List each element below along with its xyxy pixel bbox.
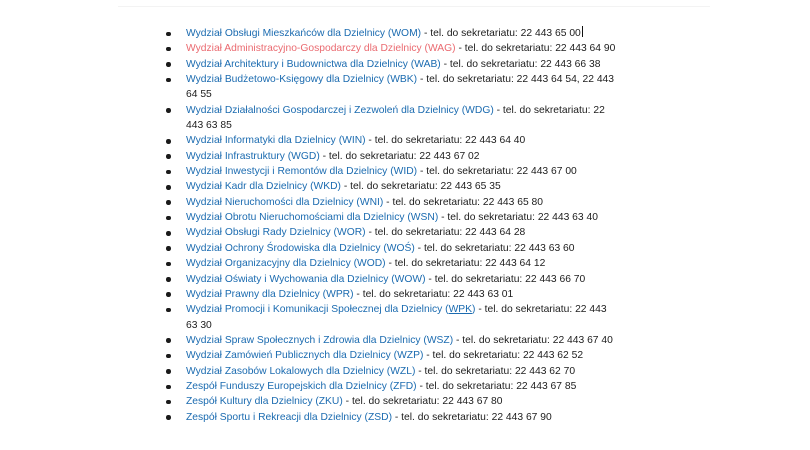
phone-info: - tel. do sekretariatu: 22 443 67 00 (417, 166, 577, 178)
list-item (0, 149, 616, 164)
bullet-icon (166, 338, 171, 343)
department-link[interactable]: Wydział Nieruchomości dla Dzielnicy (WNI) (186, 196, 384, 208)
list-item (0, 410, 616, 425)
list-item (0, 379, 616, 394)
phone-info: - tel. do sekretariatu: 22 443 63 60 (414, 242, 575, 254)
list-item (0, 348, 616, 363)
list-item (0, 179, 616, 194)
phone-info: - tel. do sekretariatu: 22 443 66 70 (425, 273, 586, 285)
list-item (0, 26, 616, 41)
department-link-visited[interactable]: Wydział Administracyjno-Gospodarczy dla Dzielnicy (WAG) (186, 43, 456, 55)
phone-info: - tel. do sekretariatu: 22 443 63 85 (186, 104, 605, 132)
department-link[interactable]: Wydział Budżetowo-Księgowy dla Dzielnicy (WBK) (186, 74, 418, 86)
department-link[interactable]: Wydział Działalności Gospodarczej i Zezwoleń dla Dzielnicy (WDG) (186, 104, 494, 116)
list-item (0, 364, 616, 379)
phone-info: - tel. do sekretariatu: 22 443 62 52 (423, 350, 584, 362)
bullet-icon (166, 262, 171, 267)
bullet-icon (166, 415, 171, 420)
list-item (0, 210, 616, 225)
list-item (0, 133, 616, 148)
phone-info: - tel. do sekretariatu: 22 443 64 54, 22 443 64 55 (186, 74, 615, 101)
phone-info: - tel. do sekretariatu: 22 443 64 40 (365, 135, 526, 147)
phone-info: - tel. do sekretariatu: 22 443 63 01 (353, 288, 514, 300)
bullet-icon (166, 246, 171, 251)
department-link[interactable] (186, 304, 475, 315)
bullet-icon (166, 62, 171, 67)
phone-info: - tel. do sekretariatu: 22 443 64 28 (365, 227, 526, 239)
list-item (0, 333, 616, 348)
list-item (0, 394, 616, 409)
department-link-text-end: ) (472, 304, 476, 316)
list-item (0, 72, 616, 103)
list-item (0, 287, 616, 302)
department-link[interactable]: Wydział Obsługi Mieszkańców dla Dzielnicy (WOM) (186, 28, 422, 39)
bullet-icon (166, 139, 171, 144)
phone-info: - tel. do sekretariatu: 22 443 66 38 (440, 58, 601, 70)
department-link[interactable]: Wydział Informatyki dla Dzielnicy (WIN) (186, 135, 366, 147)
department-link[interactable]: Wydział Kadr dla Dzielnicy (WKD) (186, 181, 341, 193)
list-item (0, 57, 616, 72)
bullet-icon (166, 216, 171, 221)
department-link[interactable]: Wydział Obrotu Nieruchomościami dla Dzielnicy (WSN) (186, 212, 439, 224)
top-divider (118, 6, 710, 7)
department-link[interactable]: Wydział Obsługi Rady Dzielnicy (WOR) (186, 227, 366, 239)
phone-info: - tel. do sekretariatu: 22 443 63 40 (438, 212, 598, 224)
department-link[interactable]: Wydział Inwestycji i Remontów dla Dzielnicy (WID) (186, 166, 418, 178)
department-link-text: Wydział Promocji i Komunikacji Społecznej dla Dzielnicy ( (186, 304, 449, 316)
list-item (0, 272, 616, 287)
bullet-icon (166, 185, 171, 190)
list-item (0, 195, 616, 210)
bullet-icon (166, 400, 171, 405)
list-item (0, 225, 616, 240)
phone-info: - tel. do sekretariatu: 22 443 67 02 (319, 150, 480, 162)
phone-info: - tel. do sekretariatu: 22 443 65 00 (421, 28, 581, 39)
phone-info: - tel. do sekretariatu: 22 443 63 30 (186, 304, 607, 331)
bullet-icon (166, 47, 171, 52)
department-link-abbreviation: WPK (448, 304, 473, 316)
bullet-icon (166, 292, 171, 297)
text-cursor (582, 26, 583, 37)
bullet-icon (166, 308, 171, 313)
phone-info: - tel. do sekretariatu: 22 443 65 80 (383, 196, 544, 208)
list-item (0, 256, 616, 271)
department-list (0, 26, 616, 425)
bullet-icon (166, 32, 171, 37)
bullet-icon (166, 200, 171, 205)
list-item (0, 103, 616, 134)
bullet-icon (166, 385, 171, 390)
phone-info: - tel. do sekretariatu: 22 443 64 90 (455, 43, 616, 55)
department-link[interactable]: Wydział Zamówień Publicznych dla Dzielnicy (WZP) (186, 350, 424, 362)
list-item (0, 302, 616, 333)
department-link[interactable]: Wydział Zasobów Lokalowych dla Dzielnicy (WZL) (186, 365, 416, 377)
bullet-icon (166, 277, 171, 282)
phone-info: - tel. do sekretariatu: 22 443 67 90 (392, 411, 552, 423)
department-link[interactable]: Wydział Prawny dla Dzielnicy (WPR) (186, 288, 354, 300)
bullet-icon (166, 170, 171, 175)
phone-info: - tel. do sekretariatu: 22 443 67 80 (342, 396, 503, 408)
phone-info: - tel. do sekretariatu: 22 443 65 35 (340, 181, 501, 193)
list-item (0, 164, 616, 179)
bullet-icon (166, 108, 171, 113)
department-link[interactable]: Wydział Spraw Społecznych i Zdrowia dla Dzielnicy (WSZ) (186, 334, 454, 346)
department-link[interactable]: Zespół Kultury dla Dzielnicy (ZKU) (186, 396, 343, 408)
department-link[interactable]: Wydział Infrastruktury (WGD) (186, 150, 320, 162)
bullet-icon (166, 231, 171, 236)
phone-info: - tel. do sekretariatu: 22 443 67 85 (416, 380, 577, 392)
bullet-icon (166, 78, 171, 83)
bullet-icon (166, 154, 171, 159)
bullet-icon (166, 354, 171, 359)
department-link[interactable]: Zespół Sportu i Rekreacji dla Dzielnicy (ZSD) (186, 411, 393, 423)
list-item (0, 241, 616, 256)
department-link[interactable]: Wydział Ochrony Środowiska dla Dzielnicy (WOŚ) (186, 242, 415, 254)
department-link[interactable]: Wydział Architektury i Budownictwa dla Dzielnicy (WAB) (186, 58, 441, 70)
department-link[interactable]: Wydział Organizacyjny dla Dzielnicy (WOD) (186, 258, 386, 270)
list-item (0, 41, 616, 56)
bullet-icon (166, 369, 171, 374)
phone-info: - tel. do sekretariatu: 22 443 62 70 (415, 365, 576, 377)
department-link[interactable]: Wydział Oświaty i Wychowania dla Dzielnicy (WOW) (186, 273, 426, 285)
department-link[interactable]: Zespół Funduszy Europejskich dla Dzielnicy (ZFD) (186, 380, 417, 392)
phone-info: - tel. do sekretariatu: 22 443 67 40 (453, 334, 613, 346)
phone-info: - tel. do sekretariatu: 22 443 64 12 (385, 258, 546, 270)
